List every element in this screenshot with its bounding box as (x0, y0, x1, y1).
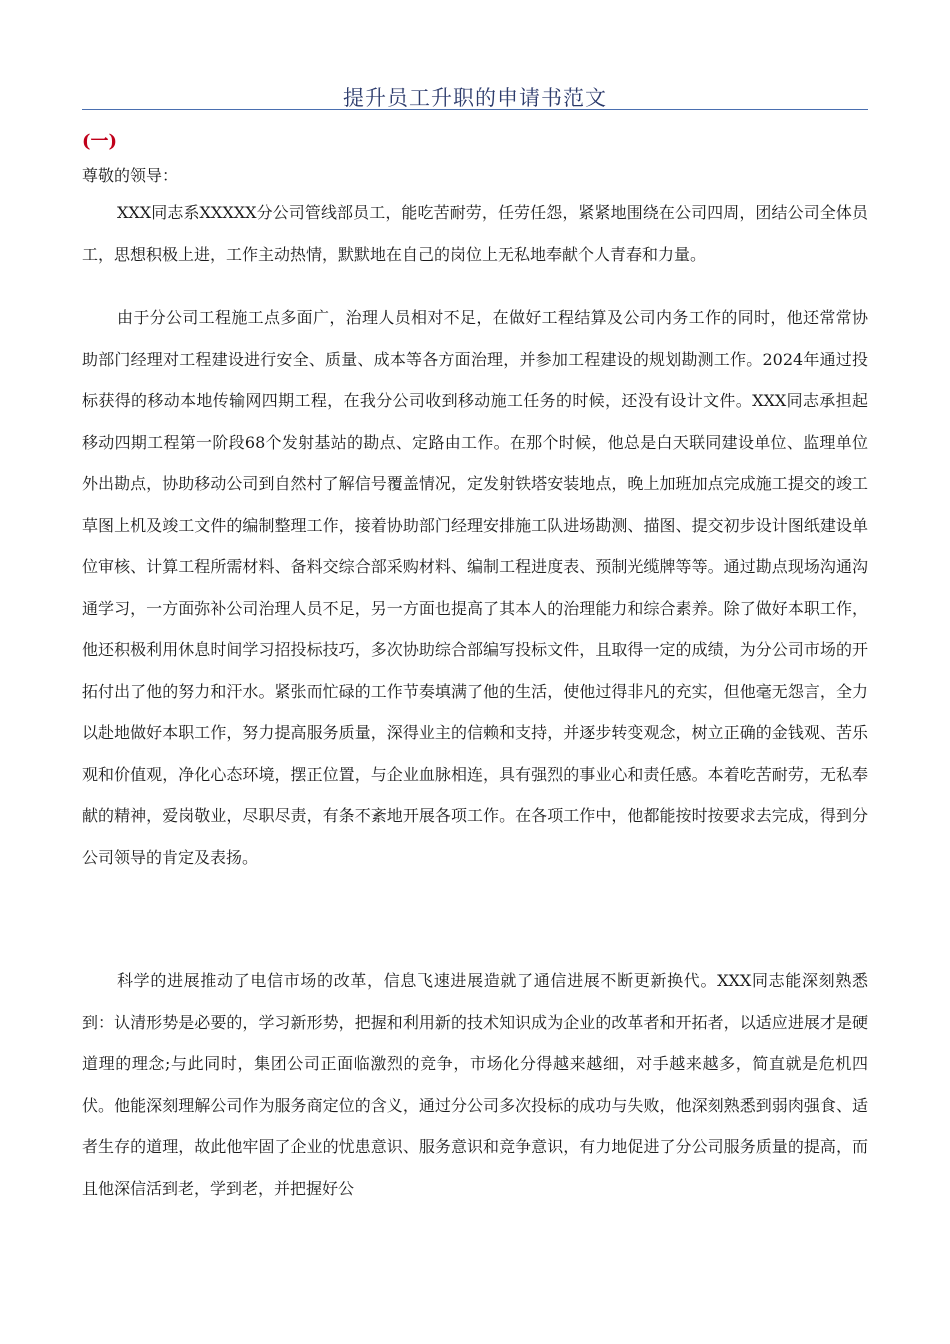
paragraph-3: 科学的进展推动了电信市场的改革，信息飞速进展造就了通信进展不断更新换代。XXX同志能深刻熟悉到：认清形势是必要的，学习新形势，把握和利用新的技术知识成为企业的改革者和开拓者，以适应进展才是硬道理的理念;与此同时，集团公司正面临激烈的竞争，市场化分得越来越细，对手越来越多，简直就是危机四伏。他能深刻理解公司作为服务商定位的含义，通过分公司多次投标的成功与失败，他深刻熟悉到弱肉强食、适者生存的道理，故此他牢固了企业的忧患意识、服务意识和竞争意识，有力地促进了分公司服务质量的提高，而且他深信活到老，学到老，并把握好公 (82, 971, 868, 1198)
salutation: 尊敬的领导： (82, 166, 179, 185)
section-label: (一) (82, 131, 118, 152)
title-divider (82, 109, 868, 110)
paragraph-1: XXX同志系XXXXX分公司管线部员工，能吃苦耐劳，任劳任怨，紧紧地围绕在公司四周，团结公司全体员工，思想积极上进，工作主动热情，默默地在自己的岗位上无私地奉献个人青春和力量。 (82, 203, 868, 264)
document-title: 提升员工升职的申请书范文 (343, 86, 607, 110)
paragraph-2: 由于分公司工程施工点多面广，治理人员相对不足，在做好工程结算及公司内务工作的同时，他还常常协助部门经理对工程建设进行安全、质量、成本等各方面治理，并参加工程建设的规划勘测工作。2024年通过投标获得的移动本地传输网四期工程，在我分公司收到移动施工任务的时候，还没有设计文件。XXX同志承担起移动四期工程第一阶段68个发射基站的勘点、定路由工作。在那个时候，他总是白天联同建设单位、监理单位外出勘点，协助移动公司到自然村了解信号覆盖情况，定发射铁塔安装地点，晚上加班加点完成施工提交的竣工草图上机及竣工文件的编制整理工作，接着协助部门经理安排施工队进场勘测、描图、提交初步设计图纸建设单位审核、计算工程所需材料、备料交综合部采购材料、编制工程进度表、预制光缆牌等等。通过勘点现场沟通沟通学习，一方面弥补公司治理人员不足，另一方面也提高了其本人的治理能力和综合素养。除了做好本职工作，他还积极利用休息时间学习招投标技巧，多次协助综合部编写投标文件，且取得一定的成绩，为分公司市场的开拓付出了他的努力和汗水。紧张而忙碌的工作节奏填满了他的生活，使他过得非凡的充实，但他毫无怨言，全力以赴地做好本职工作，努力提高服务质量，深得业主的信赖和支持，并逐步转变观念，树立正确的金钱观、苦乐观和价值观，净化心态环境，摆正位置，与企业血脉相连，具有强烈的事业心和责任感。本着吃苦耐劳，无私奉献的精神，爱岗敬业，尽职尽责，有条不紊地开展各项工作。在各项工作中，他都能按时按要求去完成，得到分公司领导的肯定及表扬。 (82, 308, 868, 867)
